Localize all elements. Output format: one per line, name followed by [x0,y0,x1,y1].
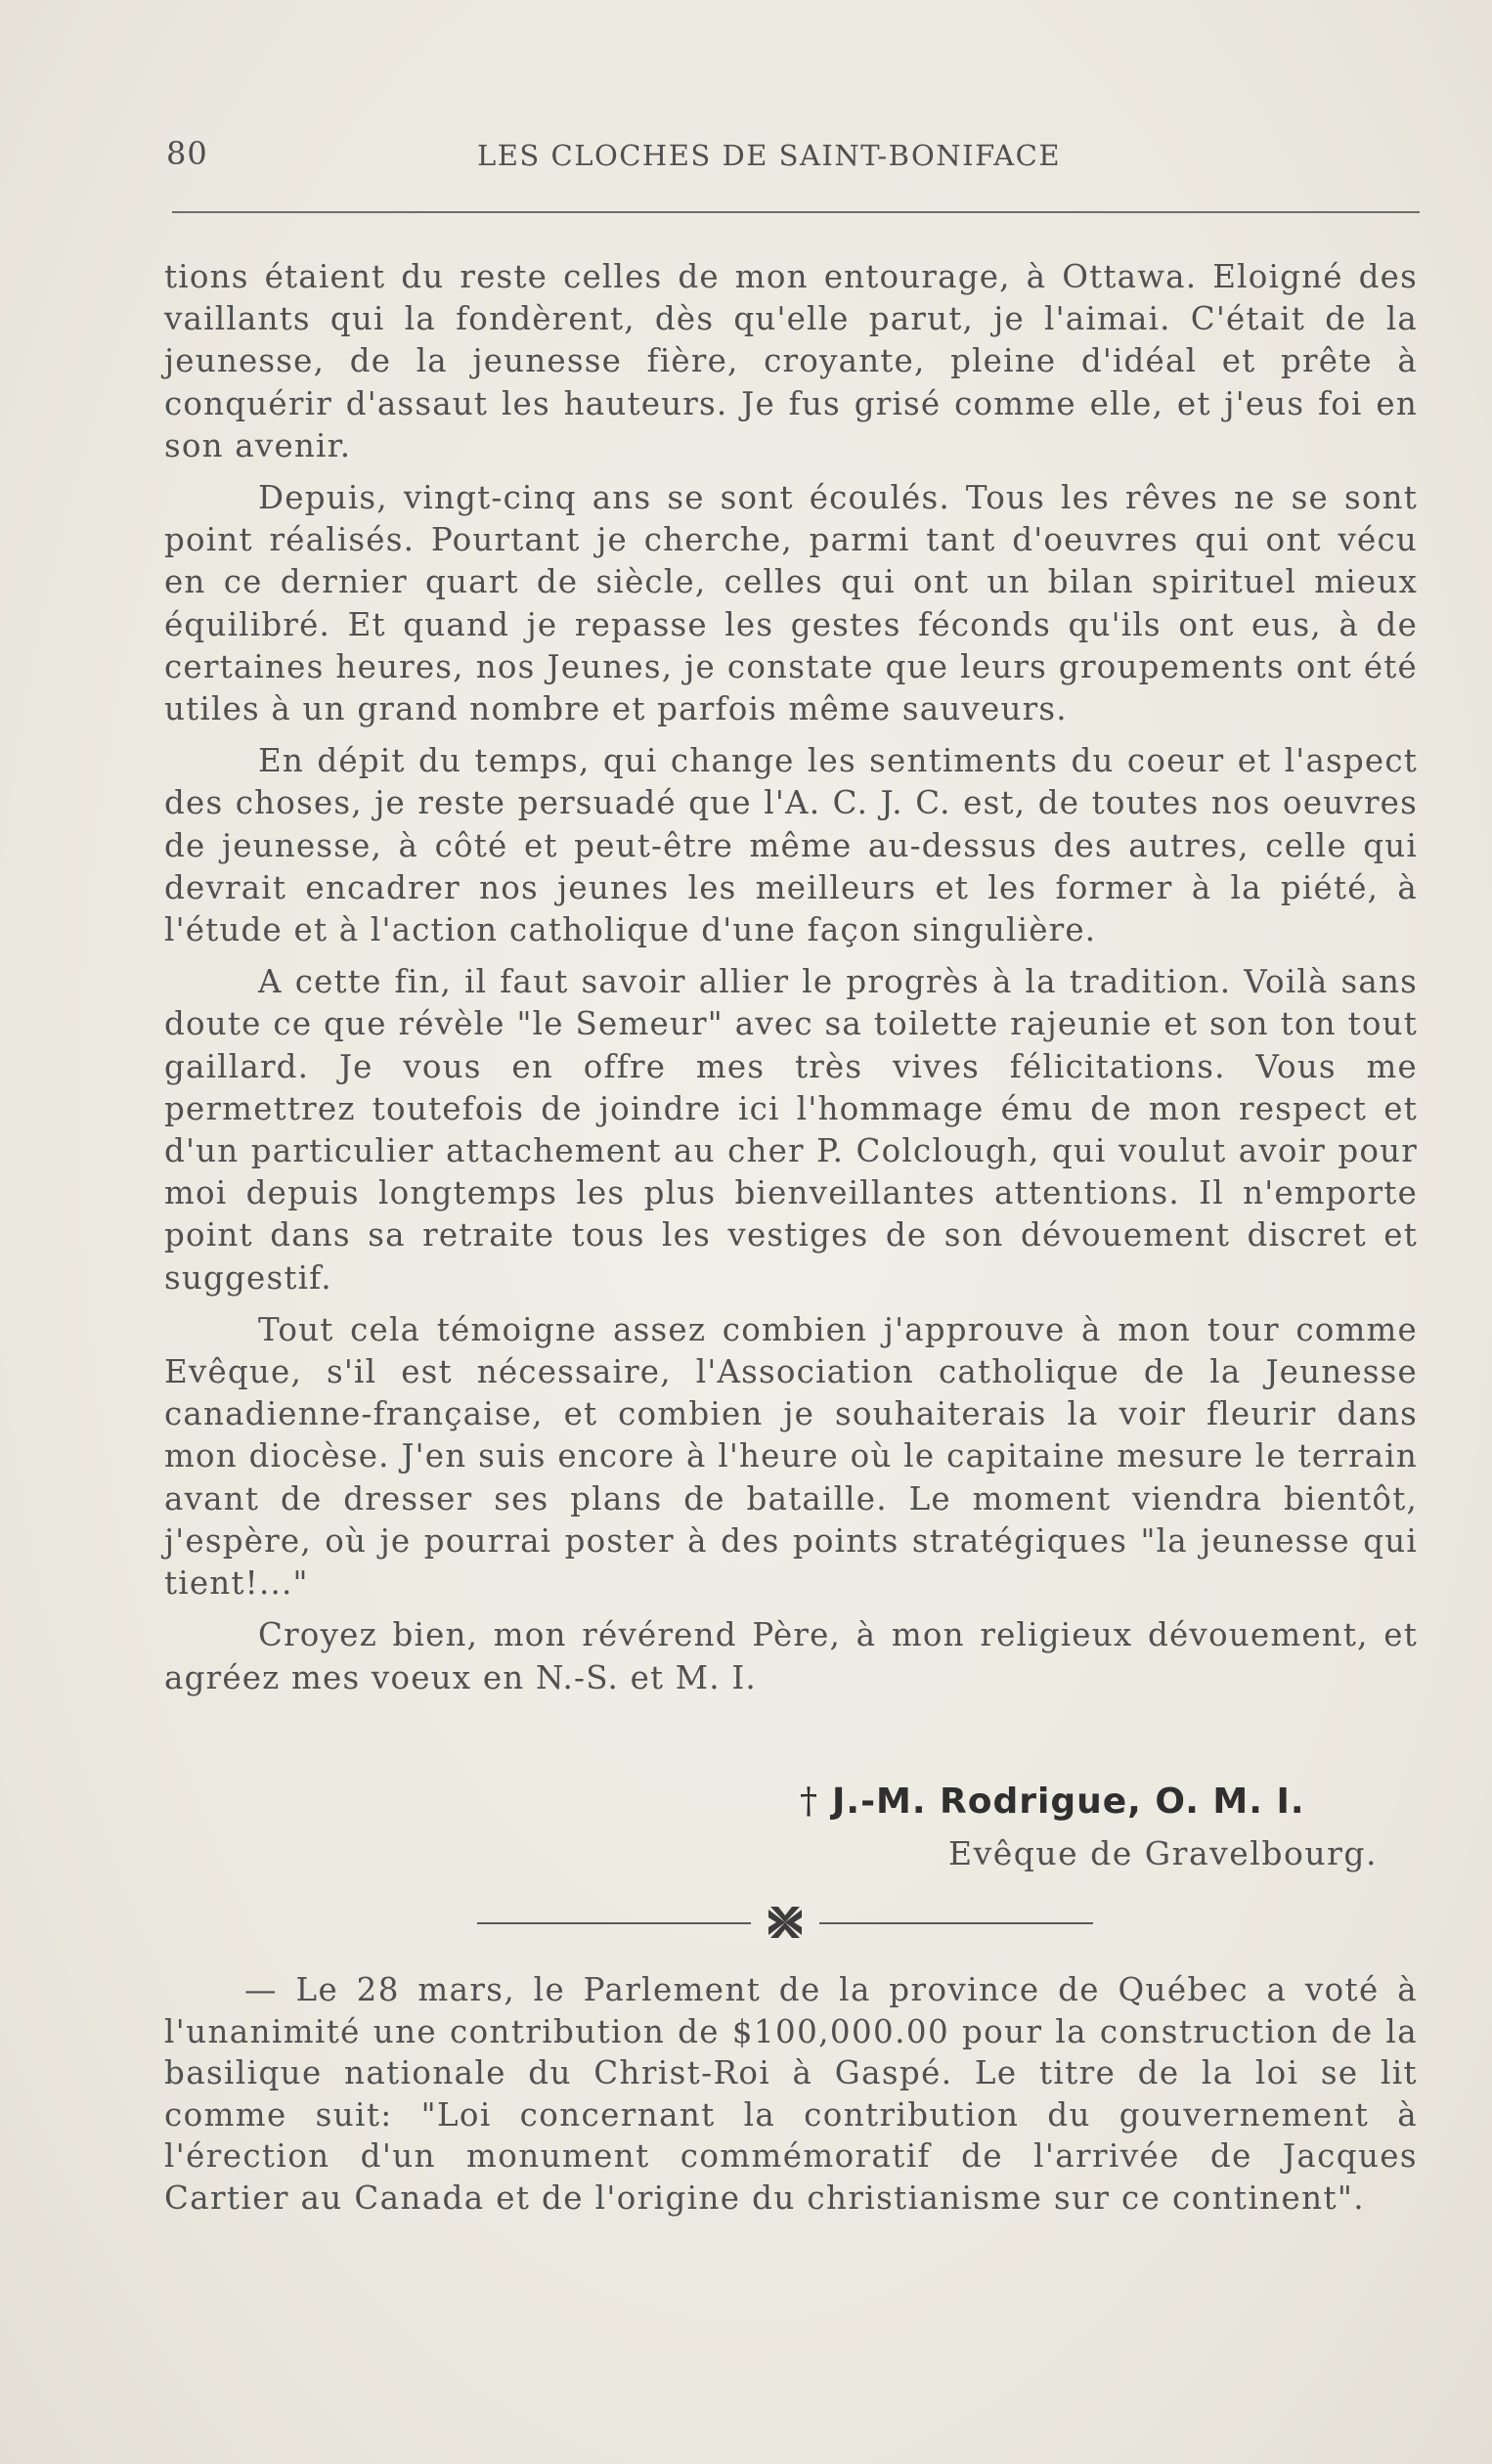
running-title: LES CLOCHES DE SAINT-BONIFACE [477,139,1062,172]
page-header [166,135,1420,178]
letter-closing: Croyez bien, mon révérend Père, à mon religieux dévouement, et agréez mes voeux en N.-S. et M. I. [164,1616,1418,1696]
news-paragraph: — Le 28 mars, le Parlement de la province de Québec a voté à l'unanimité une contribution de $100,000.00 pour la construction de la basilique nationale du Christ-Roi à Gaspé. Le titre de la loi se lit comme suit: "Loi concernant la contribution du gouvernement à l'érection d'un monument commémoratif de l'arrivée de Jacques Cartier au Canada et de l'origine du christianisme sur ce continent". [164,1971,1418,2217]
separator-line-right [819,1922,1093,1924]
news-item [164,1969,1418,2219]
section-separator [477,1901,1093,1944]
letter-paragraph: En dépit du temps, qui change les sentiments du coeur et l'aspect des choses, je reste persuadé que l'A. C. J. C. est, de toutes nos oeuvres de jeunesse, à côté et peut-être même au-dessus des autres, celle qui devrait encadrer nos jeunes les meilleurs et les former à la piété, à l'étude et à l'action catholique d'une façon singulière. [164,742,1418,949]
letter-paragraph: tions étaient du reste celles de mon entourage, à Ottawa. Eloigné des vaillants qui la fondèrent, dès qu'elle parut, je l'aimai. C'était de la jeunesse, de la jeunesse fière, croyante, pleine d'idéal et prête à conquérir d'assaut les hauteurs. Je fus grisé comme elle, et j'eus foi en son avenir. [164,258,1418,464]
letter-paragraph: Depuis, vingt-cinq ans se sont écoulés. Tous les rêves ne se sont point réalisés. Pourtant je cherche, parmi tant d'oeuvres qui ont vécu en ce dernier quart de siècle, celles qui ont un bilan spirituel mieux équilibré. Et quand je repasse les gestes féconds qu'ils ont eus, à de certaines heures, nos Jeunes, je constate que leurs groupements ont été utiles à un grand nombre et parfois même sauveurs. [164,479,1418,728]
letter-paragraph: A cette fin, il faut savoir allier le progrès à la tradition. Voilà sans doute ce que révèle "le Semeur" avec sa toilette rajeunie et son ton tout gaillard. Je vous en offre mes très vives félicitations. Vous me permettrez toutefois de joindre ici l'hommage ému de mon respect et d'un particulier attachement au cher P. Colclough, qui voulut avoir pour moi depuis longtemps les plus bienveillantes attentions. Il n'emporte point dans sa retraite tous les vestiges de son dévouement discret et suggestif. [164,963,1418,1297]
letter-body [164,256,1418,1699]
letter-paragraph: Tout cela témoigne assez combien j'approuve à mon tour comme Evêque, s'il est nécessaire, l'Association catholique de la Jeunesse canadienne-française, et combien je souhaiterais la voir fleurir dans mon diocèse. J'en suis encore à l'heure où le capitaine mesure le terrain avant de dresser ses plans de bataille. Le moment viendra bientôt, j'espère, où je pourrai poster à des points stratégiques "la jeunesse qui tient!..." [164,1310,1418,1603]
header-rule [172,211,1420,213]
signature [800,1782,1305,1822]
signature-name: J.-M. Rodrigue, O. M. I. [832,1782,1305,1822]
page-number: 80 [166,135,208,172]
signature-title: Evêque de Gravelbourg. [948,1834,1378,1872]
separator-line-left [477,1922,751,1924]
dagger-mark: † [800,1782,818,1822]
maltese-cross-icon [765,1903,806,1942]
